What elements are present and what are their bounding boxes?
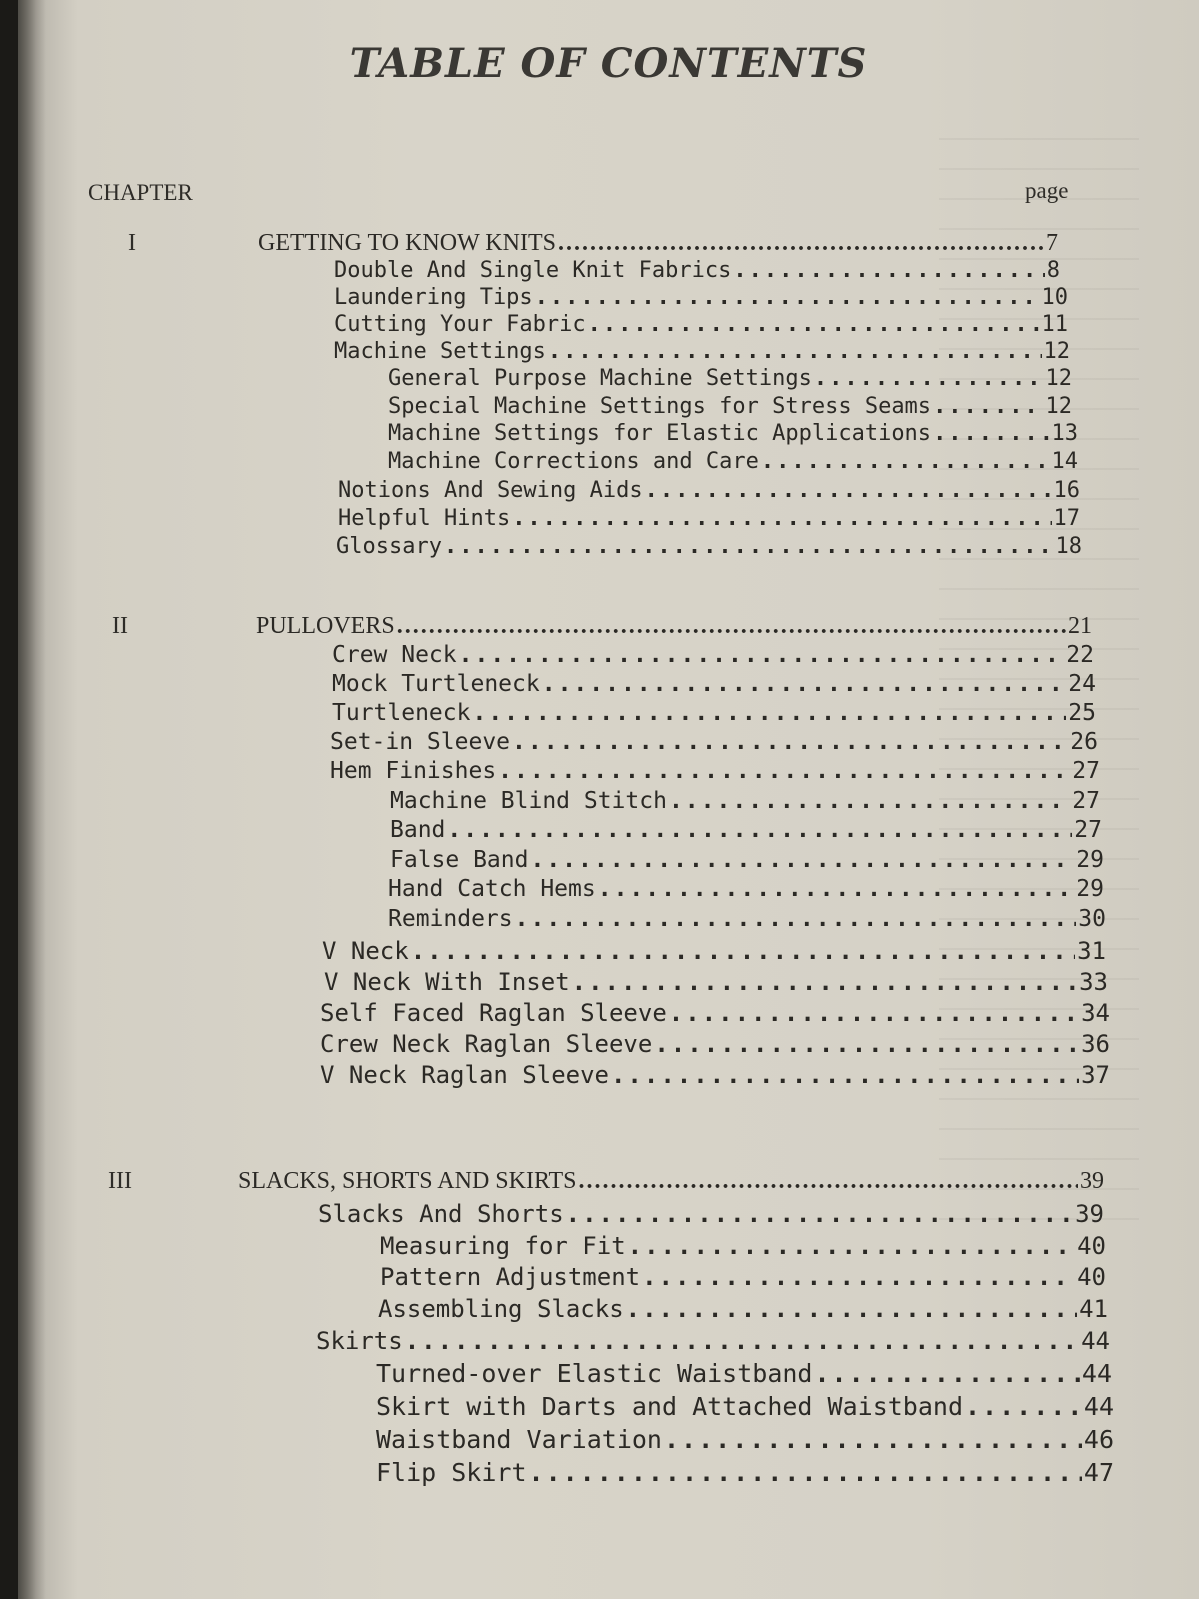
toc-entry: Turtleneck ..... 25: [332, 700, 1096, 726]
toc-subentry: Flip Skirt ..... 47: [376, 1458, 1114, 1487]
toc-subentry: Turned-over Elastic Waistband ..... 44: [376, 1359, 1112, 1388]
toc-entry: Slacks And Shorts ..... 39: [318, 1200, 1104, 1228]
page-title: TABLE OF CONTENTS: [349, 40, 868, 87]
chapter-numeral: II: [112, 613, 128, 639]
toc-entry: Machine Settings ..... 12: [334, 339, 1070, 364]
chapter-numeral: III: [108, 1168, 132, 1194]
chapter-column-header: CHAPTER: [88, 180, 193, 205]
toc-entry: Cutting Your Fabric ..... 11: [334, 312, 1068, 337]
toc-subentry: Hand Catch Hems ..... 29: [388, 876, 1104, 902]
toc-entry: Glossary ..... 18: [336, 534, 1082, 559]
page-column-header: page: [1025, 178, 1069, 203]
toc-subentry: Skirt with Darts and Attached Waistband ..... 44: [376, 1392, 1114, 1421]
toc-subentry: Machine Blind Stitch ..... 27: [390, 788, 1100, 814]
toc-subentry: Special Machine Settings for Stress Seams ..... 12: [388, 394, 1072, 419]
toc-subentry: Machine Corrections and Care ..... 14: [388, 449, 1078, 474]
toc-entry: Hem Finishes ..... 27: [330, 758, 1100, 784]
toc-entry: Set-in Sleeve ..... 26: [330, 729, 1098, 755]
chapter-heading: SLACKS, SHORTS AND SKIRTS ..... 39: [238, 1168, 1104, 1195]
chapter-heading: GETTING TO KNOW KNITS ..... 7: [258, 230, 1058, 257]
toc-entry: Crew Neck Raglan Sleeve ..... 36: [320, 1030, 1110, 1058]
toc-entry: Self Faced Raglan Sleeve ..... 34: [320, 999, 1110, 1027]
toc-entry: V Neck With Inset ..... 33: [324, 968, 1108, 996]
book-page: [18, 0, 1199, 1599]
toc-entry: Double And Single Knit Fabrics ..... 8: [334, 258, 1060, 283]
toc-entry: Notions And Sewing Aids ..... 16: [338, 478, 1080, 503]
toc-subentry: Waistband Variation ..... 46: [376, 1425, 1114, 1454]
chapter-numeral: I: [128, 230, 136, 256]
toc-entry: Helpful Hints ..... 17: [338, 506, 1080, 531]
toc-entry: V Neck ..... 31: [322, 937, 1106, 965]
toc-subentry: General Purpose Machine Settings ..... 12: [388, 366, 1072, 391]
toc-subentry: Assembling Slacks ..... 41: [378, 1295, 1108, 1323]
toc-entry: V Neck Raglan Sleeve ..... 37: [320, 1061, 1110, 1089]
toc-entry: Skirts ..... 44: [316, 1327, 1110, 1355]
toc-subentry: Pattern Adjustment ..... 40: [380, 1263, 1106, 1291]
toc-subentry: Measuring for Fit ..... 40: [380, 1232, 1106, 1260]
toc-subentry: Band ..... 27: [390, 817, 1102, 843]
toc-subentry: Reminders ..... 30: [388, 906, 1106, 932]
chapter-heading: PULLOVERS ..... 21: [256, 613, 1092, 640]
binding-shadow: [18, 0, 46, 1599]
toc-entry: Laundering Tips ..... 10: [334, 285, 1068, 310]
toc-subentry: False Band ..... 29: [390, 847, 1104, 873]
toc-subentry: Machine Settings for Elastic Applications ..... 13: [388, 421, 1078, 446]
toc-entry: Mock Turtleneck ..... 24: [332, 671, 1096, 697]
toc-entry: Crew Neck ..... 22: [332, 642, 1094, 668]
